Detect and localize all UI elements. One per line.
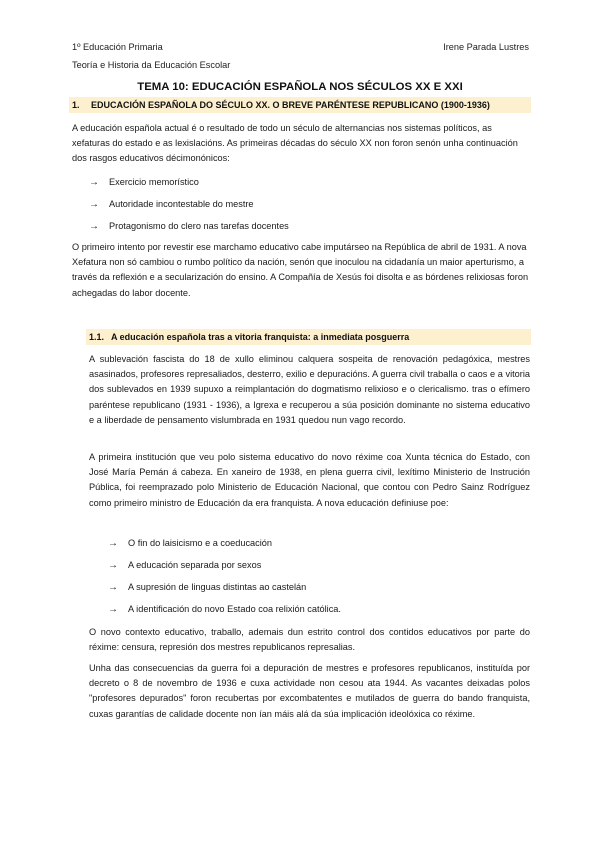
page-title: TEMA 10: EDUCACIÓN ESPAÑOLA NOS SÉCULOS XX E XXI xyxy=(137,81,463,93)
section-1-1-title: A educación española tras a vitoria franquista: a inmediata posguerra xyxy=(111,332,410,342)
header-course: 1º Educación Primaria xyxy=(72,42,163,52)
header-subject: Teoría e Historia da Educación Escolar xyxy=(72,60,231,70)
section-1-1-heading xyxy=(86,329,531,345)
section-1-1-paragraph-4: Unha das consecuencias da guerra foi a depuración de mestres e profesores republicanos, instituída por decreto o 8 de novembro de 1936 e cuxa actividade non cesou ata 1944. As vacantes deixadas polos "profesores depurados" foron recubertas por excombatentes e mutilados de guerra do bando franquista, cuxas garantías de calidade docente non ían máis alá da súa implicación ideolóxica co réxime. xyxy=(89,663,530,719)
section-1-1-paragraph-3: O novo contexto educativo, traballo, ademais dun estrito control dos contidos educativos por parte do réxime: censura, represión dos mestres republicanos represalias. xyxy=(89,627,530,653)
list-item: → Protagonismo do clero nas tarefas docentes xyxy=(89,221,289,232)
list-item: → A educación separada por sexos xyxy=(108,560,262,571)
list-item: → A identificación do novo Estado coa relixión católica. xyxy=(108,604,341,615)
section-1-1-number: 1.1. xyxy=(89,332,105,342)
list-item: → Exercicio memorístico xyxy=(89,177,199,188)
list-item: → O fin do laisicismo e a coeducación xyxy=(108,538,273,549)
header-author: Irene Parada Lustres xyxy=(443,42,529,52)
arrow-icon: → xyxy=(89,221,99,232)
section-1-1-paragraph-2: A primeira institución que veu polo sistema educativo do novo réxime coa Xunta técnica do Estado, con José María Pemán á cabeza. En xaneiro de 1938, en plena guerra civil, lexítimo Ministerio de Instrución Pública, foi reemprazado polo Ministerio de Educación Nacional, que contou con Pedro Sainz Rodríguez como primeiro ministro de Educación da era franquista. A nova educación definiuse poe: xyxy=(89,452,530,508)
arrow-icon: → xyxy=(108,582,118,593)
list-item: → A supresión de linguas distintas ao castelán xyxy=(108,582,307,593)
section-1-intro: A educación española actual é o resultado de todo un século de alternancias nos sistemas políticos, as xefaturas do estado e as lexislacións. As primeiras décadas do século XX non foron senón unha continuación dos rasgos educativos décimonónicos: xyxy=(72,123,518,164)
section-1-heading xyxy=(69,97,531,113)
section-1-closing: O primeiro intento por revestir ese marchamo educativo cabe imputárseo na República de abril de 1931. A nova Xefatura non só cambiou o rumbo político da nación, senón que inoculou na cidadanía un maior aperturismo, a través da reflexión e a secularización do ensino. A Compañía de Xesús foi disolta e as bórdenes relixiosas foron achegadas do labor docente. xyxy=(72,242,529,298)
arrow-icon: → xyxy=(89,177,99,188)
list-item: → Autoridade incontestable do mestre xyxy=(89,199,254,210)
section-1-number: 1. xyxy=(72,100,80,110)
arrow-icon: → xyxy=(108,560,118,571)
section-1-title: EDUCACIÓN ESPAÑOLA DO SÉCULO XX. O BREVE PARÉNTESE REPUBLICANO (1900-1936) xyxy=(91,100,490,110)
section-1-1-paragraph-1: A sublevación fascista do 18 de xullo eliminou calquera sospeita de renovación pedagóxica, mestres asasinados, profesores represaliados, desterro, exilio e depuracións. A guerra civil traballa o caos e a vitoria dos sublevados en 1939 supuxo a reimplantación do dogmatismo relixioso e o clericalismo. tras o efímero paréntese republicano (1931 - 1936), a Igrexa e recuperou a súa posición dominante no sistema educativo e a liberdade de pensamento vislumbrada en 1931 quedou nun vago recordo. xyxy=(89,354,530,425)
arrow-icon: → xyxy=(89,199,99,210)
arrow-icon: → xyxy=(108,538,118,549)
arrow-icon: → xyxy=(108,604,118,615)
